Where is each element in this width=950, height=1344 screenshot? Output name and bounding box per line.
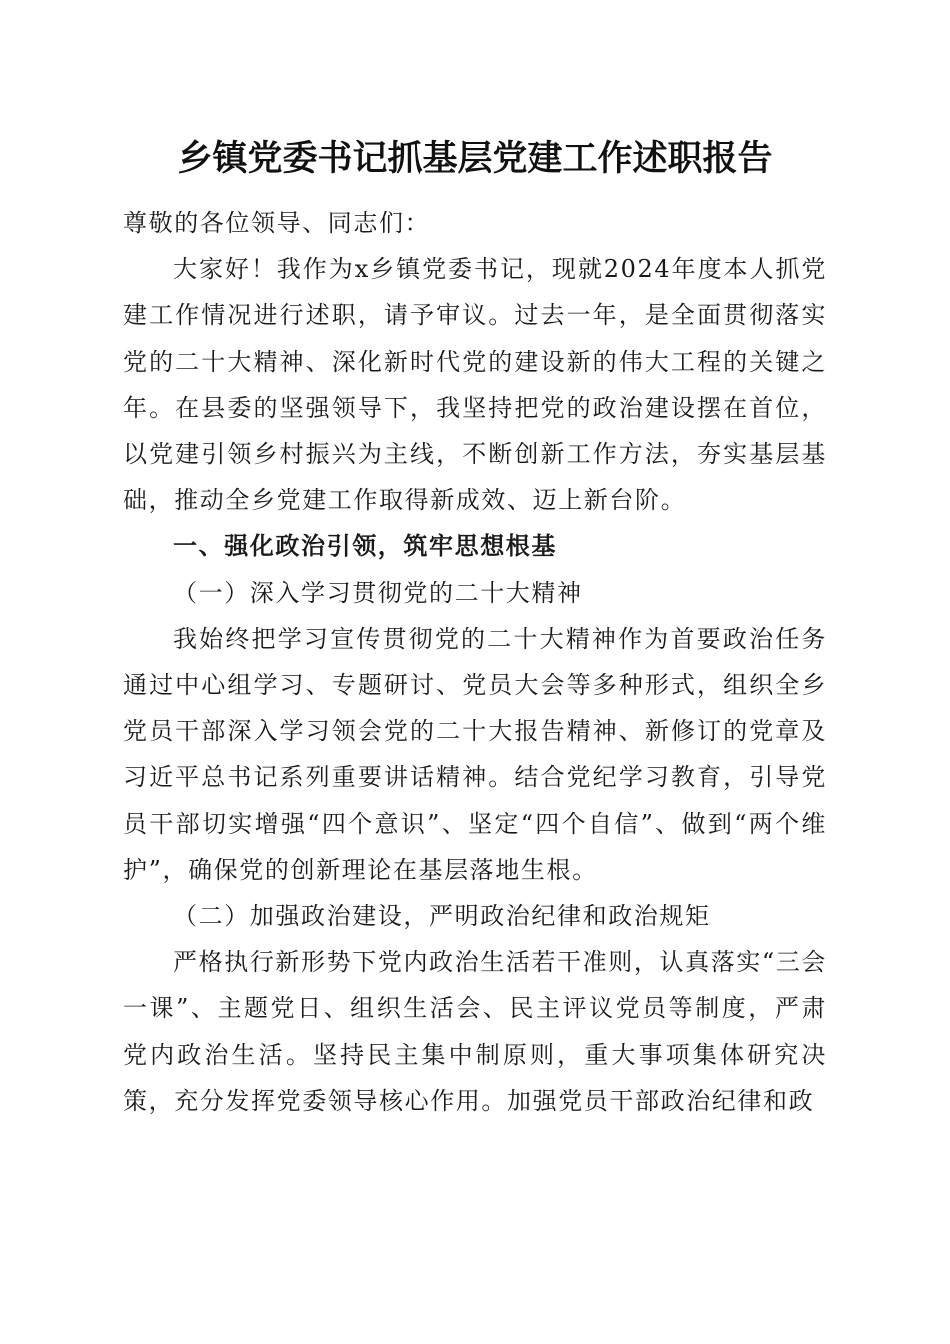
document-body [123, 200, 827, 1124]
intro-paragraph: 大家好！我作为x乡镇党委书记，现就2024年度本人抓党建工作情况进行述职，请予审议。过去一年，是全面贯彻落实党的二十大精神、深化新时代党的建设新的伟大工程的关键之年。在县委的坚强领导下，我坚持把党的政治建设摆在首位，以党建引领乡村振兴为主线，不断创新工作方法，夯实基层基础，推动全乡党建工作取得新成效、迈上新台阶。 [123, 255, 827, 515]
subsection-paragraph-2: 严格执行新形势下党内政治生活若干准则，认真落实“三会一课”、主题党日、组织生活会、民主评议党员等制度，严肃党内政治生活。坚持民主集中制原则，重大事项集体研究决策，充分发挥党委领导核心作用。加强党员干部政治纪律和政 [123, 948, 827, 1115]
subsection-paragraph-1: 我始终把学习宣传贯彻党的二十大精神作为首要政治任务通过中心组学习、专题研讨、党员大会等多种形式，组织全乡党员干部深入学习领会党的二十大报告精神、新修订的党章及习近平总书记系列重要讲话精神。结合党纪学习教育，引导党员干部切实增强“四个意识”、坚定“四个自信”、做到“两个维护”，确保党的创新理论在基层落地生根。 [123, 624, 827, 884]
subsection-heading-2: （二）加强政治建设，严明政治纪律和政治规矩 [173, 902, 711, 931]
subsection-heading-1: （一）深入学习贯彻党的二十大精神 [173, 578, 583, 607]
salutation: 尊敬的各位领导、同志们： [123, 209, 431, 237]
section-heading-1: 一、强化政治引领，筑牢思想根基 [173, 532, 557, 561]
page-title: 乡镇党委书记抓基层党建工作述职报告 [177, 139, 773, 179]
